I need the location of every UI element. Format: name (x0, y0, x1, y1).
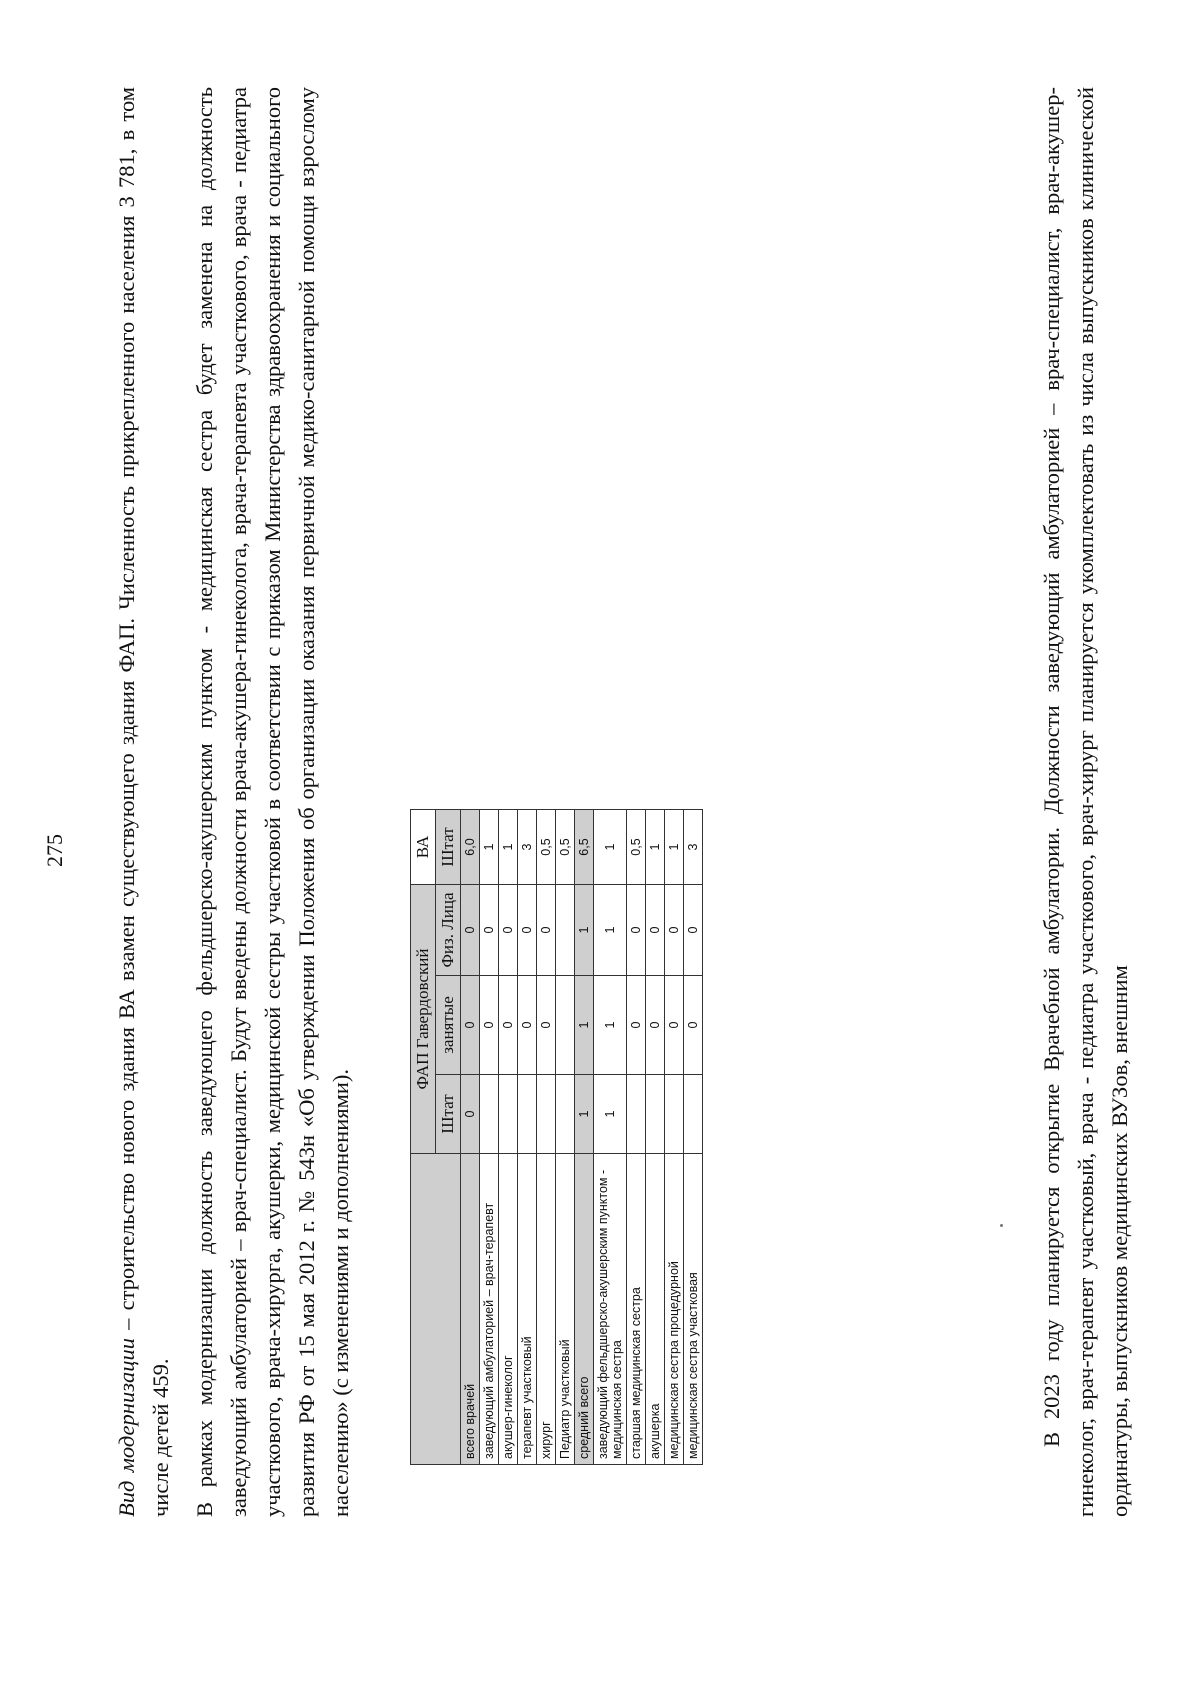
table-cell: 1 (575, 1075, 594, 1154)
row-label: акушер-гинеколог (499, 1154, 518, 1465)
table-body (461, 810, 703, 1465)
table-cell (627, 1075, 646, 1154)
table-row (461, 810, 480, 1465)
plan-text: В 2023 году планируется открытие Врачебной амбулатории. Должности заведующий амбулаторией – врач-специалист, врач-акушер-гинеколог, врач-терапевт участковый, врача - педиатра участкового, врач-хирург планируется укомплектовать из числа выпускников клинической ординатуры, выпускников медицинских ВУЗов, внешним (1039, 87, 1132, 1517)
table-cell: 0 (480, 885, 499, 976)
row-label: заведующий амбулаторией – врач-терапевт (480, 1154, 499, 1465)
table-row (646, 810, 665, 1465)
table-cell: 1 (499, 810, 518, 885)
table-cell: 0 (684, 885, 703, 976)
table-cell: 0,5 (627, 810, 646, 885)
table-cell: 1 (575, 885, 594, 976)
table-cell: 0 (518, 885, 537, 976)
table-cell: 1 (665, 810, 684, 885)
table-row (499, 810, 518, 1465)
table-cell (499, 1075, 518, 1154)
row-label: медицинская сестра участковая (684, 1154, 703, 1465)
table-cell (556, 1075, 575, 1154)
table-row (480, 810, 499, 1465)
group-header-va: ВА (411, 810, 436, 885)
table-corner-cell (411, 1154, 461, 1465)
modernization-paragraph: В рамках модернизации должность заведующего фельдшерско-акушерским пунктом - медицинская сестра будет заменена на должность заведующий амбулаторией – врач-специалист. Будут введены должности врача-акушера-гинеколога, врача-терапевта участкового, врача - педиатра участкового, врача-хирурга, акушерки, медицинской сестры участковой в соответствии с приказом Министерства здравоохранения и социального развития РФ от 15 мая 2012 г. № 543н «Об утверждении Положения об организации оказания первичной медико-санитарной помощи взрослому населению» (с изменениями и дополнениями). (192, 87, 353, 1517)
table-cell: 0 (499, 885, 518, 976)
table-cell: 1 (480, 810, 499, 885)
intro-term: Вид модернизации (114, 1338, 139, 1517)
table-cell: 1 (594, 885, 627, 976)
table-cell: 0 (627, 976, 646, 1075)
column-header: Физ. Лица (436, 885, 461, 976)
table-row (665, 810, 684, 1465)
table-row (575, 810, 594, 1465)
table-cell: 1 (646, 810, 665, 885)
table-cell: 0,5 (537, 810, 556, 885)
column-header: Штат (436, 1075, 461, 1154)
table-cell: 0 (537, 885, 556, 976)
column-header: Штат (436, 810, 461, 885)
table-cell (684, 1075, 703, 1154)
row-label: терапевт участковый (518, 1154, 537, 1465)
plan-paragraph (1035, 87, 1137, 1517)
table-cell (646, 1075, 665, 1154)
table-cell: 0 (627, 885, 646, 976)
table-cell (556, 885, 575, 976)
table-cell (556, 976, 575, 1075)
table-cell: 0 (461, 885, 480, 976)
table-cell (537, 1075, 556, 1154)
table-row (627, 810, 646, 1465)
table-cell: 1 (575, 976, 594, 1075)
table-cell: 0 (518, 976, 537, 1075)
table-row (518, 810, 537, 1465)
table-cell: 3 (518, 810, 537, 885)
table-cell: 0 (537, 976, 556, 1075)
table-cell: 6,5 (575, 810, 594, 885)
table-row (594, 810, 627, 1465)
table-cell: 0 (499, 976, 518, 1075)
table-row (537, 810, 556, 1465)
row-label: всего врачей (461, 1154, 480, 1465)
table-cell (480, 1075, 499, 1154)
group-header-fap: ФАП Гавердовский (411, 885, 436, 1154)
table-cell: 0 (461, 976, 480, 1075)
table-cell: 1 (594, 810, 627, 885)
intro-text: – строительство нового здания ВА взамен существующего здания ФАП. Численность прикрепленного населения 3 781, в том числе детей 459. (114, 86, 173, 1517)
row-label: средний всего (575, 1154, 594, 1465)
row-label: Педиатр участковый (556, 1154, 575, 1465)
page-number: 275 (42, 834, 67, 867)
table-cell: 1 (594, 976, 627, 1075)
table-cell: 0 (684, 976, 703, 1075)
intro-paragraph (110, 87, 178, 1517)
table-cell (518, 1075, 537, 1154)
row-label: старшая медицинская сестра (627, 1154, 646, 1465)
row-label: медицинская сестра процедурной (665, 1154, 684, 1465)
scan-speck (1000, 1224, 1003, 1227)
table-cell: 1 (594, 1075, 627, 1154)
staffing-table (410, 809, 703, 1465)
table-cell: 0 (665, 885, 684, 976)
table-cell: 0 (461, 1075, 480, 1154)
column-header: занятые (436, 976, 461, 1075)
row-label: заведующий фельдшерско-акушерским пунктом - медицинская сестра (594, 1154, 627, 1465)
row-label: акушерка (646, 1154, 665, 1465)
table-cell: 0 (646, 976, 665, 1075)
table-row (684, 810, 703, 1465)
table-cell: 0,5 (556, 810, 575, 885)
table-cell: 6,0 (461, 810, 480, 885)
table-row (556, 810, 575, 1465)
table-cell: 0 (646, 885, 665, 976)
row-label: хирург (537, 1154, 556, 1465)
table-cell: 3 (684, 810, 703, 885)
table-cell: 0 (480, 976, 499, 1075)
table-cell: 0 (665, 976, 684, 1075)
table-cell (665, 1075, 684, 1154)
